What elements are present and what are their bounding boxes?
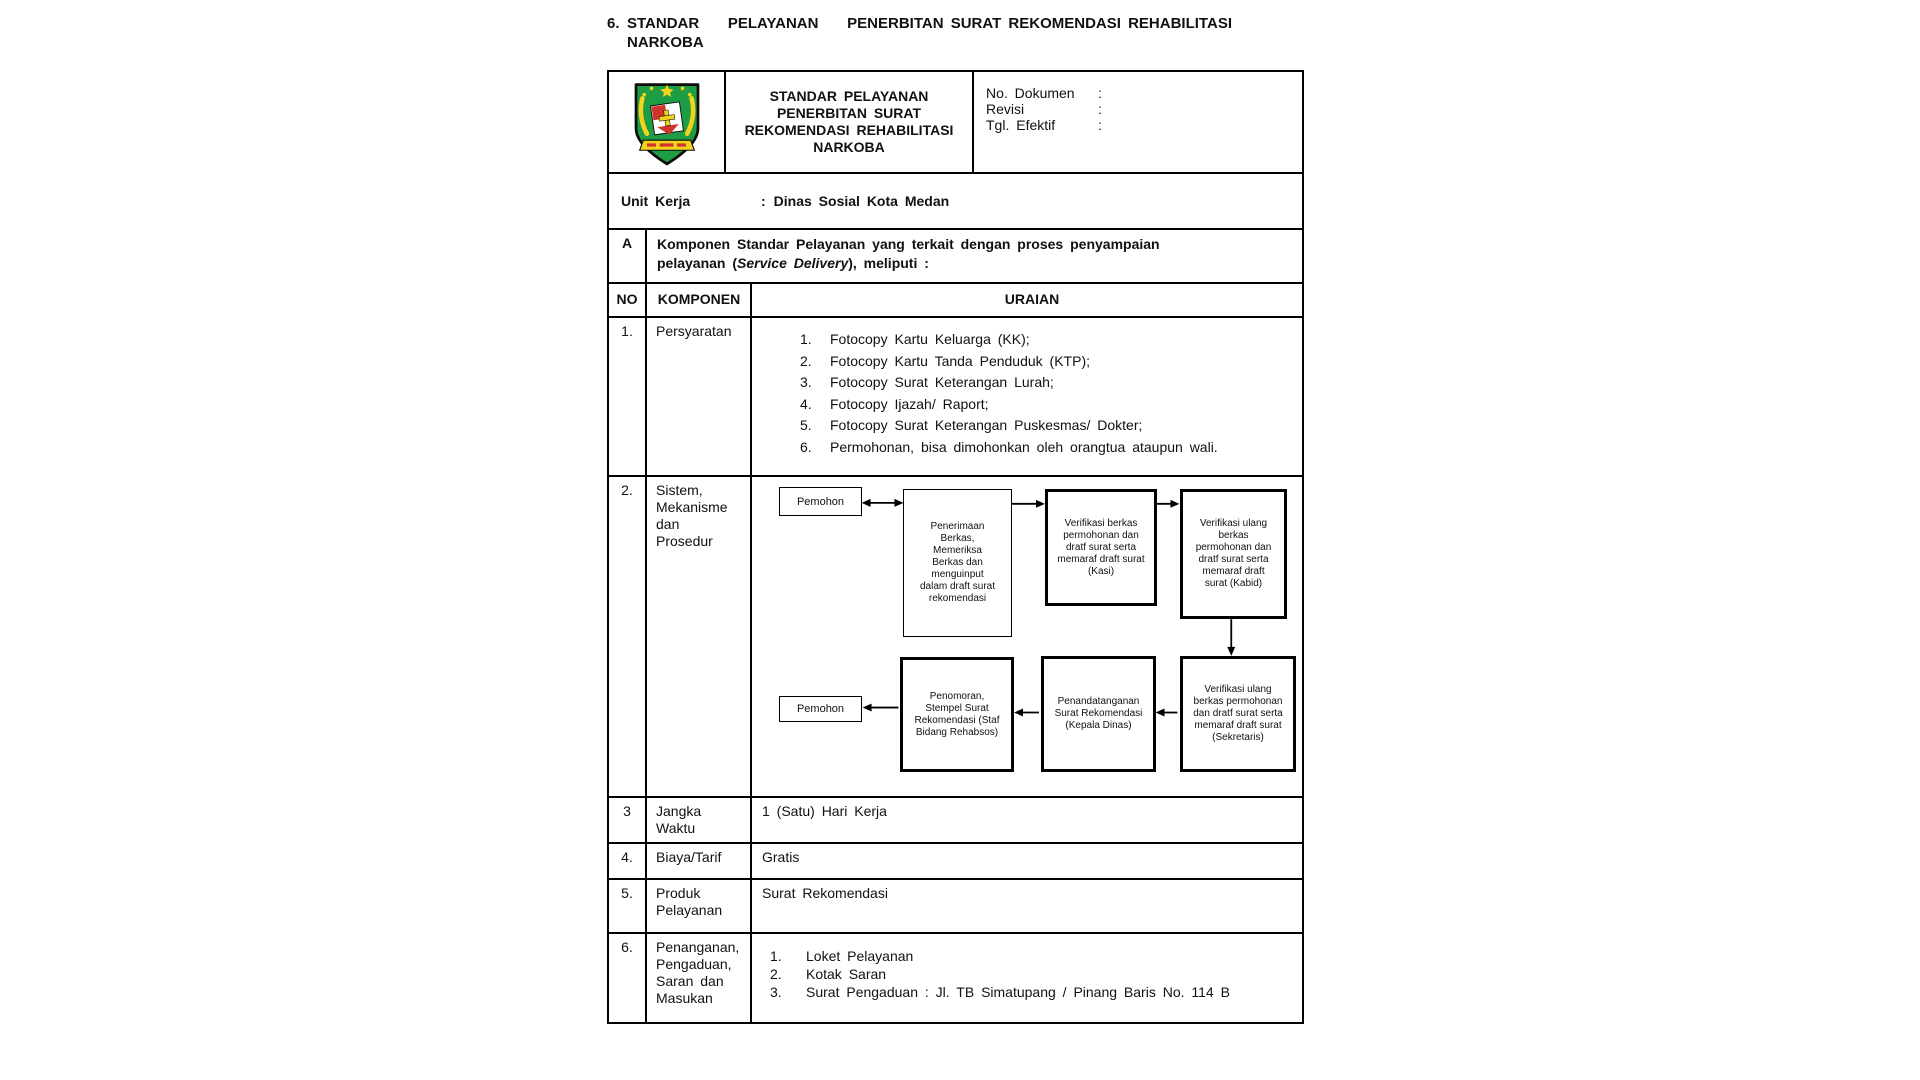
row-biaya-tarif [609, 842, 1302, 878]
row-produk-pelayanan [609, 878, 1302, 932]
row-uraian [750, 934, 1302, 1022]
doc-field-label: No. Dokumen [986, 85, 1075, 101]
service-delivery-italic: Service Delivery [737, 255, 849, 271]
section-a-line1: Komponen Standar Pelayanan yang terkait dengan proses penyampaian [657, 236, 1160, 252]
row-jangka-waktu [609, 796, 1302, 842]
row-sistem-mekanisme [609, 475, 1302, 796]
header-docinfo-cell [972, 72, 1302, 172]
section-a-line2-pre: pelayanan ( [657, 255, 738, 271]
row-komponen: Persyaratan [645, 318, 750, 475]
list-item-number: 2. [770, 966, 782, 982]
flow-box-pemohon-end: Pemohon [779, 696, 862, 722]
row-penanganan-pengaduan [609, 932, 1302, 1022]
list-item-text: Surat Pengaduan : Jl. TB Simatupang / Pinang Baris No. 114 B [806, 984, 1230, 1000]
medan-city-emblem-icon [626, 76, 708, 168]
doc-field-colon: : [1098, 85, 1102, 101]
list-item-number: 3. [800, 374, 812, 390]
logo-cell [609, 72, 724, 172]
row-komponen: Biaya/Tarif [645, 844, 750, 878]
list-item-number: 1. [800, 331, 812, 347]
row-uraian: 1 (Satu) Hari Kerja [750, 798, 1302, 842]
section-a-row [609, 228, 1302, 282]
unit-kerja-row [609, 172, 1302, 228]
row-komponen: Penanganan, Pengaduan, Saran dan Masukan [645, 934, 750, 1022]
row-no: 1. [621, 323, 633, 339]
column-header-row [609, 282, 1302, 316]
unit-kerja-colon: : [761, 193, 766, 209]
list-item-text: Permohonan, bisa dimohonkan oleh orangtua ataupun wali. [830, 438, 1218, 455]
row-persyaratan [609, 316, 1302, 475]
flow-box-penomoran: Penomoran, Stempel Surat Rekomendasi (Staf Bidang Rehabsos) [900, 657, 1014, 772]
header-title-cell [724, 72, 972, 172]
doc-field-colon: : [1098, 117, 1102, 133]
heading-line-2: NARKOBA [627, 34, 704, 51]
flow-box-verifikasi-sekretaris: Verifikasi ulang berkas permohonan dan dratf surat serta memaraf draft surat (Sekretaris) [1180, 656, 1296, 772]
list-item-text: Fotocopy Surat Keterangan Lurah; [830, 374, 1054, 390]
persyaratan-list [762, 323, 1302, 458]
standar-pelayanan-document [607, 0, 1304, 1006]
section-a-line2-post: ), meliputi : [848, 255, 929, 271]
list-item [770, 965, 1302, 983]
list-item [800, 372, 1302, 394]
list-item [770, 947, 1302, 965]
list-item-text: Fotocopy Kartu Tanda Penduduk (KTP); [830, 352, 1090, 369]
flow-box-verifikasi-kasi: Verifikasi berkas permohonan dan dratf surat serta memaraf draft surat (Kasi) [1045, 489, 1157, 606]
flow-box-pemohon-start: Pemohon [779, 487, 862, 516]
list-item-text: Loket Pelayanan [806, 948, 914, 964]
service-standard-table [607, 70, 1304, 1024]
list-item [770, 983, 1302, 1001]
section-a-code: A [621, 235, 633, 251]
pengaduan-list [762, 939, 1302, 1001]
list-item-text: Fotocopy Ijazah/ Raport; [830, 395, 989, 412]
table-header-row [609, 72, 1302, 172]
doc-field-no-dokumen [986, 85, 1302, 101]
list-item-number: 3. [770, 984, 782, 1000]
col-header-komponen: KOMPONEN [645, 284, 750, 316]
section-a-text [645, 230, 1302, 282]
row-uraian: Gratis [750, 844, 1302, 878]
unit-kerja-label: Unit Kerja [621, 193, 691, 209]
list-item [800, 437, 1302, 459]
flow-box-penandatanganan: Penandatanganan Surat Rekomendasi (Kepala Dinas) [1041, 656, 1156, 772]
list-item [800, 351, 1302, 373]
row-komponen: Produk Pelayanan [645, 880, 750, 932]
list-item [800, 415, 1302, 437]
flowchart [750, 477, 1302, 796]
row-no: 6. [621, 939, 633, 955]
row-no: 5. [621, 885, 633, 901]
list-item-number: 2. [800, 352, 812, 369]
col-header-no: NO [616, 291, 638, 307]
row-no: 3 [623, 803, 631, 819]
list-item-number: 1. [770, 948, 782, 964]
list-item-text: Kotak Saran [806, 966, 887, 982]
row-no: 4. [621, 849, 633, 865]
doc-field-label: Revisi [986, 101, 1025, 117]
list-item-number: 4. [800, 395, 812, 412]
row-uraian [750, 318, 1302, 475]
list-item-text: Fotocopy Surat Keterangan Puskesmas/ Dokter; [830, 417, 1143, 433]
list-item-text: Fotocopy Kartu Keluarga (KK); [830, 331, 1030, 347]
header-title: STANDAR PELAYANAN PENERBITAN SURAT REKOMENDASI REHABILITASI NARKOBA [744, 88, 954, 155]
heading-number: 6. [607, 15, 620, 32]
doc-field-label: Tgl. Efektif [986, 117, 1056, 133]
list-item-number: 5. [800, 417, 812, 433]
flow-box-verifikasi-kabid: Verifikasi ulang berkas permohonan dan dratf surat serta memaraf draft surat (Kabid) [1180, 489, 1287, 619]
document-heading [607, 14, 1304, 52]
row-uraian: Surat Rekomendasi [750, 880, 1302, 932]
list-item [800, 394, 1302, 416]
doc-field-tgl-efektif [986, 117, 1302, 133]
unit-kerja-cell [609, 174, 1302, 228]
flow-box-penerimaan-berkas: Penerimaan Berkas, Memeriksa Berkas dan menguinput dalam draft surat rekomendasi [903, 489, 1012, 637]
row-komponen: Jangka Waktu [645, 798, 750, 842]
row-no: 2. [621, 482, 633, 498]
col-header-uraian: URAIAN [750, 284, 1302, 316]
heading-line-1: STANDAR PELAYANAN PENERBITAN SURAT REKOMENDASI REHABILITASI [627, 15, 1232, 32]
heading-text [627, 14, 1232, 52]
doc-field-colon: : [1098, 101, 1102, 117]
row-komponen: Sistem, Mekanisme dan Prosedur [645, 477, 750, 796]
doc-field-revisi [986, 101, 1302, 117]
list-item [800, 329, 1302, 351]
unit-kerja-value: Dinas Sosial Kota Medan [773, 193, 950, 209]
list-item-number: 6. [800, 438, 812, 455]
